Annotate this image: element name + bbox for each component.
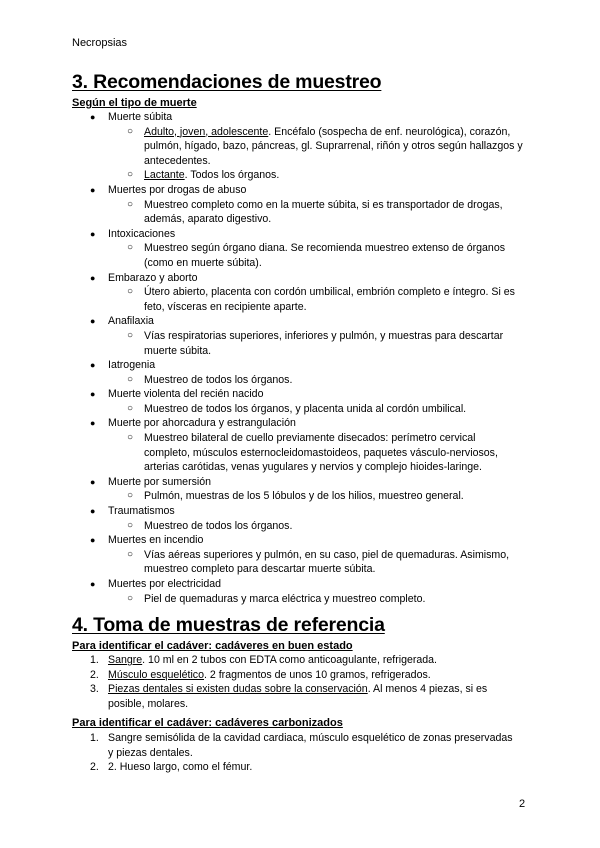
bullet-icon: ● (90, 184, 96, 195)
sub-list-item (0, 431, 600, 475)
bullet-icon: ● (90, 316, 96, 327)
group-1-subheading: Para identificar el cadáver: cadáveres en buen estado (72, 640, 353, 652)
sub-item-text: Muestreo de todos los órganos, y placenta unida al cordón umbilical. (144, 402, 467, 415)
sub-list-item (0, 285, 600, 314)
list-item (0, 110, 600, 125)
sub-item-text: Muestreo según órgano diana. Se recomienda muestreo extenso de órganos (como en muerte súbita). (144, 242, 506, 269)
list-item-label: Muertes en incendio (108, 534, 204, 547)
circle-bullet-icon: ○ (127, 286, 134, 298)
sub-item-text: Útero abierto, placenta con cordón umbilical, embrión completo e íntegro. Si es feto, vísceras en recipiente aparte. (144, 286, 515, 313)
sub-item-text: Pulmón, muestras de los 5 lóbulos y de los hilios, muestreo general. (144, 490, 464, 503)
bullet-icon: ● (90, 506, 96, 517)
list-item (0, 387, 600, 402)
list-item (0, 358, 600, 373)
sub-list-item (0, 402, 600, 417)
item-lead: Piezas dentales si existen dudas sobre la conservación (108, 683, 368, 696)
circle-bullet-icon: ○ (127, 548, 134, 560)
bullet-icon: ● (90, 535, 96, 546)
circle-bullet-icon: ○ (127, 198, 134, 210)
list-item (0, 271, 600, 286)
list-item-label: Muerte por ahorcadura y estrangulación (108, 417, 296, 430)
item-lead: Músculo esquelético (108, 668, 204, 681)
circle-bullet-icon: ○ (127, 242, 134, 254)
item-text: . 2 fragmentos de unos 10 gramos, refrigerados. (204, 668, 431, 681)
running-header: Necropsias (72, 37, 128, 49)
sub-list-item (0, 329, 600, 358)
circle-bullet-icon: ○ (127, 432, 134, 444)
sub-item-text: Vías aéreas superiores y pulmón, en su caso, piel de quemaduras. Asimismo, muestreo completo para descartar muerte súbita. (144, 548, 510, 576)
sub-list-item (0, 198, 600, 227)
circle-bullet-icon: ○ (127, 329, 134, 341)
sub-item-text: . Encéfalo (sospecha de enf. neurológica), corazón, pulmón, hígado, bazo, páncreas, gl. Suprarrenal, riñón y otros según hallazgos y antecedentes. (144, 125, 523, 167)
numbered-item (0, 668, 600, 683)
item-number: 2. (90, 668, 99, 681)
numbered-item (0, 731, 600, 760)
sub-item-text: Muestreo bilateral de cuello previamente disecados: perímetro cervical completo, músculos esternocleidomastoideos, paquetes vásculo-nerviosos, arterias carótidas, venas yugulares y nervios y complejo hioides-laringe. (144, 432, 498, 474)
section-3-heading: 3. Recomendaciones de muestreo (72, 71, 382, 93)
list-item-label: Traumatismos (108, 505, 175, 518)
item-text: . Al menos 4 piezas, si es posible, molares. (108, 683, 488, 710)
sub-item-lead: Lactante (144, 169, 185, 182)
reference-samples-carbonized-list (0, 731, 600, 775)
sub-list-item (0, 548, 600, 577)
item-lead: Sangre (108, 654, 143, 666)
list-item (0, 533, 600, 548)
numbered-item (0, 682, 600, 711)
sub-list-item (0, 125, 600, 169)
numbered-item (0, 653, 600, 668)
list-item-label: Muertes por electricidad (108, 578, 222, 590)
sub-list-item (0, 373, 600, 388)
list-item-label: Muertes por drogas de abuso (108, 183, 247, 196)
sub-item-text: . Todos los órganos. (184, 169, 280, 182)
list-item (0, 227, 600, 242)
list-item (0, 577, 600, 592)
list-item (0, 314, 600, 329)
circle-bullet-icon: ○ (127, 373, 134, 385)
bullet-icon: ● (90, 579, 96, 589)
item-number: 1. (90, 732, 99, 744)
bullet-icon: ● (90, 272, 96, 283)
circle-bullet-icon: ○ (127, 169, 134, 181)
list-item-label: Muerte súbita (108, 111, 173, 123)
list-item (0, 183, 600, 198)
bullet-icon: ● (90, 389, 96, 400)
list-item-label: Embarazo y aborto (108, 271, 198, 284)
list-item-label: Muerte violenta del recién nacido (108, 388, 264, 401)
sub-item-text: Muestreo de todos los órganos. (144, 519, 293, 532)
item-number: 1. (90, 654, 99, 666)
bullet-icon: ● (90, 476, 96, 487)
list-item-label: Muerte por sumersión (108, 475, 212, 488)
list-item-label: Intoxicaciones (108, 227, 176, 240)
circle-bullet-icon: ○ (127, 592, 134, 604)
item-text: Sangre semisólida de la cavidad cardiaca, músculo esquelético de zonas preservadas y piezas dentales. (108, 732, 513, 759)
circle-bullet-icon: ○ (127, 125, 134, 137)
item-text: 2. Hueso largo, como el fémur. (108, 761, 253, 774)
group-2-subheading: Para identificar el cadáver: cadáveres carbonizados (72, 717, 343, 729)
list-item (0, 504, 600, 519)
reference-samples-good-condition-list (0, 653, 600, 711)
item-number: 2. (90, 761, 99, 774)
sub-list-item (0, 519, 600, 534)
sub-item-text: Vías respiratorias superiores, inferiores y pulmón, y muestras para descartar muerte súbita. (144, 329, 504, 357)
section-4-heading: 4. Toma de muestras de referencia (72, 614, 385, 636)
circle-bullet-icon: ○ (127, 490, 134, 502)
sub-item-text: Muestreo de todos los órganos. (144, 373, 293, 386)
sub-item-text: Muestreo completo como en la muerte súbita, si es transportador de drogas, además, aparato digestivo. (144, 198, 503, 226)
sub-list-item (0, 168, 600, 183)
sub-list-item (0, 241, 600, 270)
list-item (0, 475, 600, 490)
list-item-label: Anafilaxia (108, 315, 154, 328)
bullet-icon: ● (90, 418, 96, 429)
sub-list-item (0, 592, 600, 607)
bullet-icon: ● (90, 112, 96, 122)
sampling-recommendations-list (0, 110, 600, 606)
page-number: 2 (519, 798, 526, 810)
list-item (0, 416, 600, 431)
sub-item-lead: Adulto, joven, adolescente (144, 125, 269, 138)
bullet-icon: ● (90, 360, 96, 371)
item-text: . 10 ml en 2 tubos con EDTA como anticoagulante, refrigerada. (142, 654, 438, 666)
item-number: 3. (90, 683, 99, 696)
bullet-icon: ● (90, 228, 96, 239)
sub-item-text: Piel de quemaduras y marca eléctrica y muestreo completo. (144, 592, 426, 605)
circle-bullet-icon: ○ (127, 519, 134, 531)
sub-list-item (0, 489, 600, 504)
circle-bullet-icon: ○ (127, 402, 134, 414)
list-item-label: Iatrogenia (108, 359, 156, 372)
numbered-item (0, 760, 600, 775)
section-3-subheading: Según el tipo de muerte (72, 97, 197, 109)
